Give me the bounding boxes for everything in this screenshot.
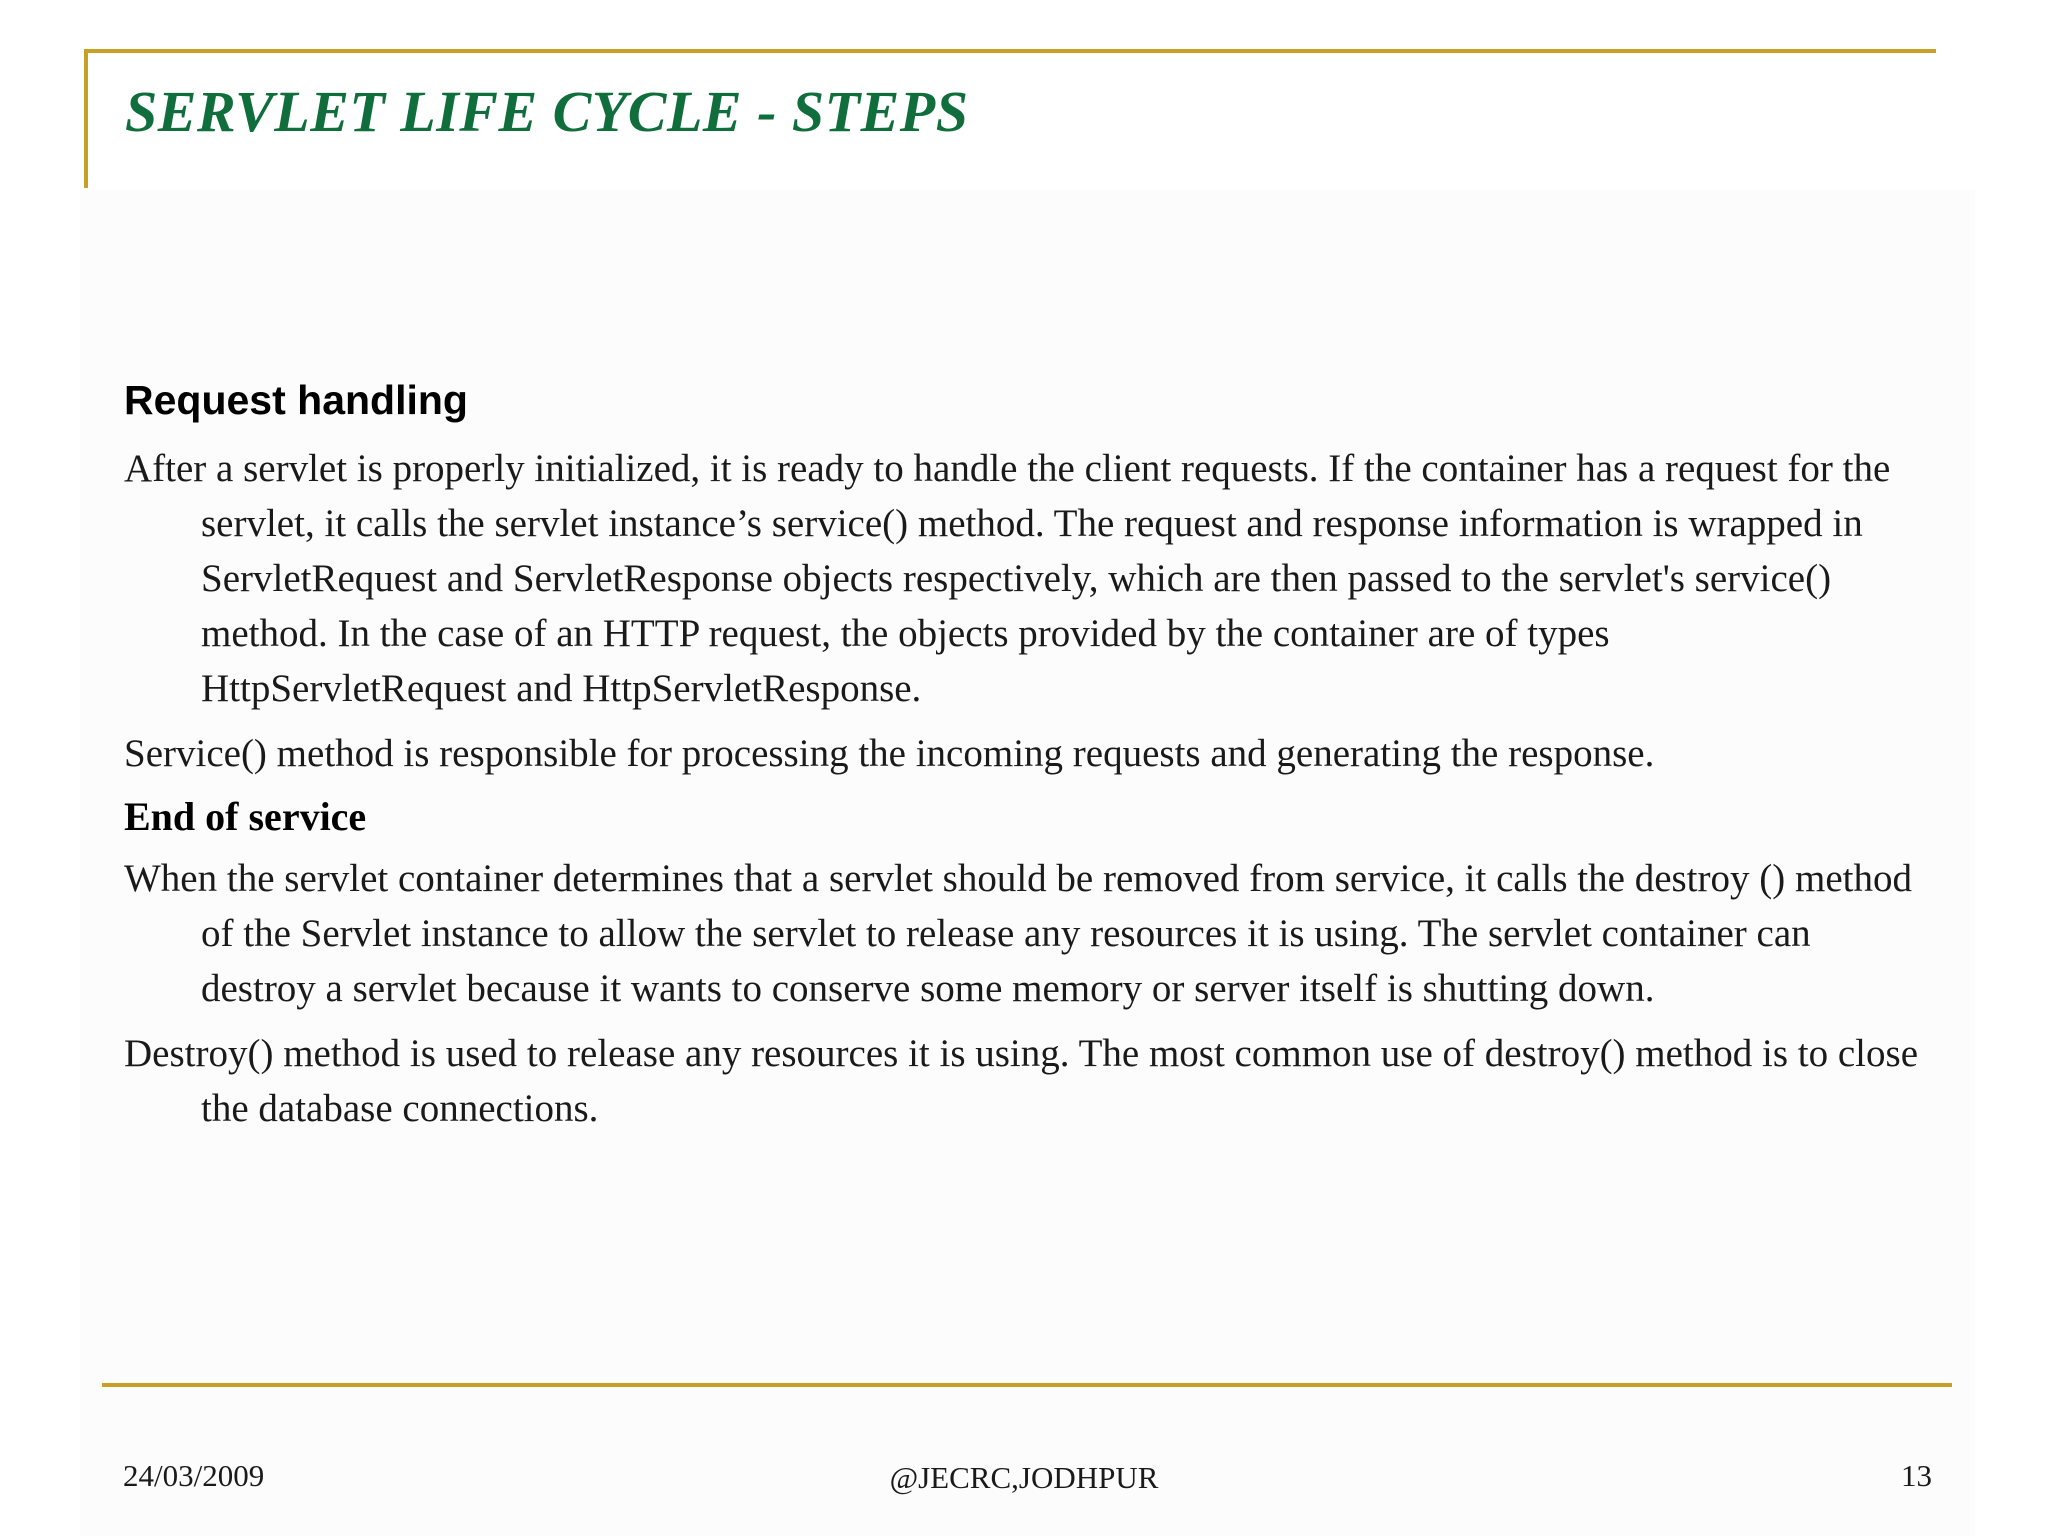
request-handling-paragraph-1: After a servlet is properly initialized, it is ready to handle the client requests. If the container has a request for the servlet, it calls the servlet instance’s service() method. The request and response information is wrapped in ServletRequest and ServletResponse objects respectively, which are then passed to the servlet's service() method. In the case of an HTTP request, the objects provided by the container are of types HttpServletRequest and HttpServletResponse. [124, 447, 1891, 710]
footer-organization: @JECRC,JODHPUR [889, 1460, 1159, 1495]
title-frame-top-rule [84, 49, 1936, 53]
end-of-service-paragraph-2: Destroy() method is used to release any resources it is using. The most common use of destroy() method is to close the database connections. [124, 1032, 1918, 1130]
end-of-service-paragraph-1: When the servlet container determines that a servlet should be removed from service, it calls the destroy () method of the Servlet instance to allow the servlet to release any resources it is using. The servlet container can destroy a servlet because it wants to conserve some memory or server itself is shutting down. [124, 857, 1912, 1010]
footer-rule [102, 1383, 1952, 1387]
slide-title: SERVLET LIFE CYCLE - STEPS [125, 79, 969, 144]
slide-content [124, 373, 1924, 1146]
page-number: 13 [1901, 1458, 1932, 1493]
request-handling-heading: Request handling [124, 377, 468, 423]
end-of-service-heading: End of service [124, 794, 367, 839]
footer-date: 24/03/2009 [123, 1458, 265, 1493]
title-frame-left-rule [84, 49, 88, 188]
request-handling-paragraph-2: Service() method is responsible for processing the incoming requests and generating the response. [124, 732, 1655, 775]
